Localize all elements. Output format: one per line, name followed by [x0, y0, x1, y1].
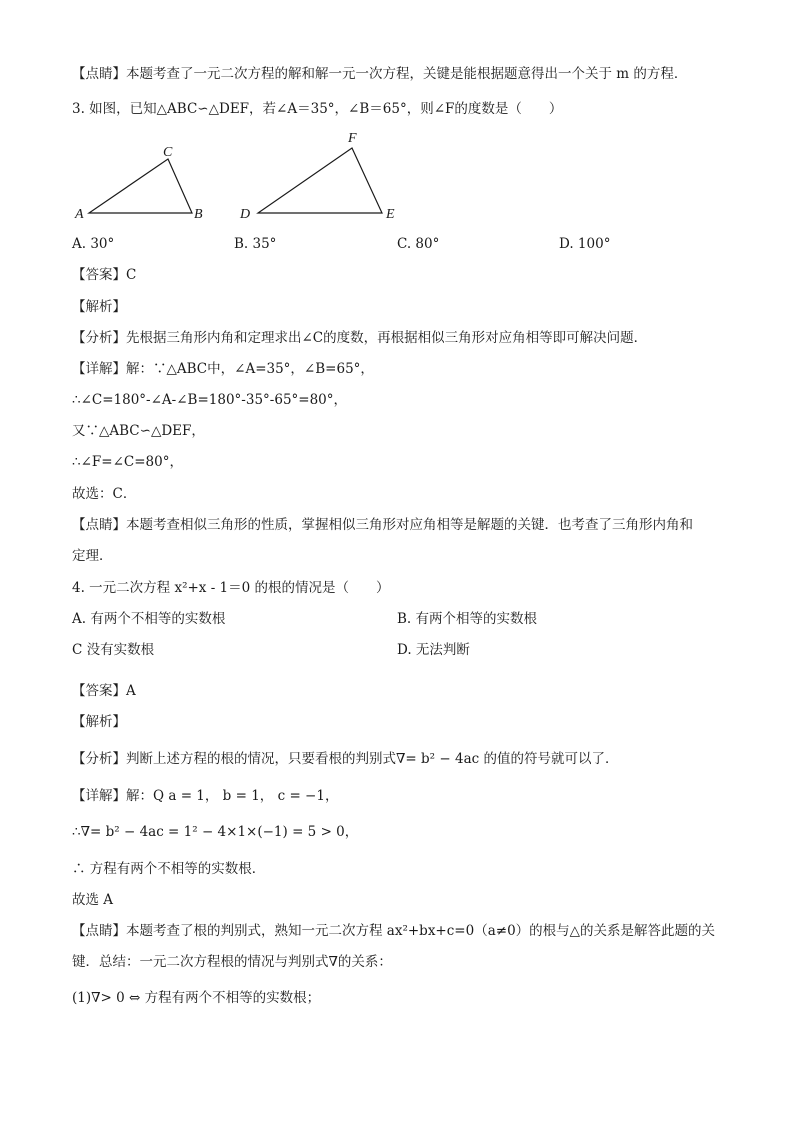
q4-option-c: C 没有实数根 [72, 642, 155, 658]
q4-step1: ∴∇= b² − 4ac = 1² − 4×1×(−1) = 5 > 0， [72, 824, 359, 840]
label-d: D [240, 207, 251, 222]
q3-option-d: D. 100° [559, 236, 611, 252]
q4-jiexi: 【解析】 [72, 714, 126, 730]
label-a: A [75, 207, 84, 222]
q3-option-a: A. 30° [72, 236, 115, 252]
q4-fenxi: 【分析】判断上述方程的根的情况，只要看根的判别式∇= b² − 4ac 的值的符号就可以了． [72, 751, 619, 767]
question-4-stem: 4. 一元二次方程 x²+x - 1＝0 的根的情况是（ ） [72, 580, 390, 596]
q4-dianjing-line1: 【点睛】本题考查了根的判别式，熟知一元二次方程 ax²+bx+c=0（a≠0）的根与△的关系是解答此题的关 [72, 923, 716, 939]
q3-step1: ∴∠C=180°-∠A-∠B=180°-35°-65°=80°， [72, 392, 348, 408]
q3-choose: 故选：C． [72, 486, 137, 502]
q3-xiangjie: 【详解】解：∵△ABC中，∠A=35°，∠B=65°， [72, 361, 374, 377]
q4-option-a: A. 有两个不相等的实数根 [72, 611, 226, 627]
dianjing-prev: 【点睛】本题考查了一元二次方程的解和解一元一次方程，关键是能根据题意得出一个关于 m 的方程． [72, 66, 688, 82]
q3-jiexi: 【解析】 [72, 299, 126, 315]
q3-step3: ∴∠F=∠C=80°， [72, 454, 183, 470]
question-3-stem: 3. 如图，已知△ABC∽△DEF，若∠A＝35°，∠B＝65°，则∠F的度数是（ ） [72, 101, 563, 117]
label-b: B [194, 207, 203, 222]
q4-dianjing-line2: 键．总结：一元二次方程根的情况与判别式∇的关系： [72, 954, 392, 970]
q4-answer: 【答案】A [72, 683, 136, 699]
q3-option-c: C. 80° [397, 236, 440, 252]
label-c: C [163, 145, 173, 160]
q4-case1: (1)∇> 0 ⇔ 方程有两个不相等的实数根； [72, 990, 321, 1006]
q3-fenxi: 【分析】先根据三角形内角和定理求出∠C的度数，再根据相似三角形对应角相等即可解决问题． [72, 330, 648, 346]
q3-option-b: B. 35° [234, 236, 277, 252]
q4-choose: 故选 A [72, 892, 114, 908]
label-f: F [348, 131, 357, 146]
q3-step2: 又∵△ABC∽△DEF， [72, 423, 205, 439]
q4-option-b: B. 有两个相等的实数根 [397, 611, 538, 627]
similar-triangles-figure [72, 128, 412, 228]
q4-step2: ∴ 方程有两个不相等的实数根． [72, 861, 266, 877]
label-e: E [386, 207, 395, 222]
q3-dianjing-line2: 定理． [72, 548, 113, 564]
triangle-abc [89, 159, 192, 213]
q4-option-d: D. 无法判断 [397, 642, 470, 658]
q3-dianjing-line1: 【点睛】本题考查相似三角形的性质，掌握相似三角形对应角相等是解题的关键．也考查了三角形内角和 [72, 517, 693, 533]
q3-answer: 【答案】C [72, 267, 137, 283]
triangle-def [258, 148, 382, 213]
q4-xiangjie: 【详解】解：Q a = 1， b = 1， c = −1， [72, 788, 339, 804]
